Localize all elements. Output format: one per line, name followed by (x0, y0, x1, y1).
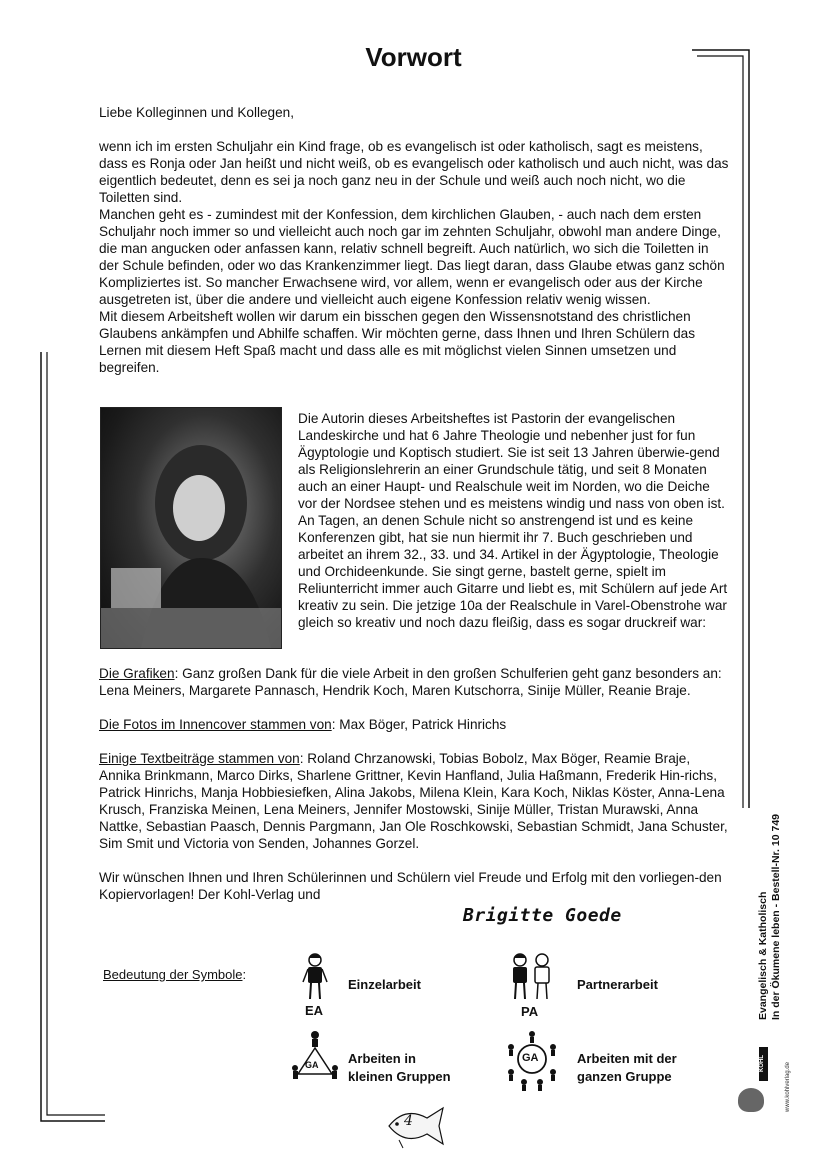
bio-text: Die Autorin dieses Arbeitsheftes ist Pastorin der evangelischen Landeskirche und hat 6 Jahre Theologie und nebenher just for fun Ägyptologie und Koptisch studiert. Sie ist seit 13 Jahren überwie-gend als Religionslehrerin an einer Grundschule tätig, und seit 8 Monaten auch an einer Haupt- und Realschule weit im Norden, wo die Deiche vor der Nordsee stehen und es meistens windig und nass von oben ist. An Tagen, an denen Schule nicht so anstrengend ist und es keine Konferenzen gibt, hat sie nun hiermit ihr 7. Buch geschrieben und arbeitet an ihrem 32., 33. und 34. Artikel in der Ägyptologie, Theologie und Orchideenkunde. Sie singt gerne, bastelt gerne, spielt im Reliunterricht immer auch Gitarre und liebt es, mit Schülern auf jede Art kreativ zu sein. Die jetzige 10a der Realschule in Varel-Obenstrohe war gleich so kreativ und noch dazu fleißig, dass es sogar druckreif war: (298, 411, 728, 630)
graphics-text: : Ganz großen Dank für die viele Arbeit in den großen Schulferien geht ganz besonders an: Lena Meiners, Margarete Pannasch, Hendrik Koch, Maren Kutschorra, Sinije Müller, Reanie Braje. (99, 666, 722, 698)
pa-label: Partnerarbeit (577, 977, 658, 992)
side-subtitle-order: In der Ökumene leben - Bestell-Nr. 10 749 (770, 814, 782, 1020)
fish-icon (383, 1100, 449, 1152)
side-title: Evangelisch & Katholisch (757, 891, 769, 1020)
ea-abbr: EA (305, 1003, 324, 1018)
page-number: 4 (404, 1113, 413, 1129)
graphics-label: Die Grafiken (99, 666, 175, 681)
ga-big-abbr: GA (522, 1052, 539, 1064)
texts-label: Einige Textbeiträge stammen von (99, 751, 300, 766)
ga-small-abbr: GA (305, 1060, 319, 1070)
signature: Brigitte Goede (463, 905, 622, 926)
ga-big-label: Arbeiten mit der ganzen Gruppe (577, 1051, 677, 1084)
publisher-url: www.kohlverlag.de (785, 1061, 791, 1112)
author-photo-silhouette (101, 408, 281, 648)
paragraph-1: wenn ich im ersten Schuljahr ein Kind frage, ob es evangelisch ist oder katholisch, sagt es meistens, dass es Ronja oder Jan heißt und nicht weiß, ob es evangelisch oder katholisch und auch nicht, was das eigentlich bedeutet, denn es sei ja noch ganz neu in der Schule und weiß auch noch nicht, wo die Toiletten sind. (99, 139, 729, 205)
photos-label: Die Fotos im Innencover stammen von (99, 717, 332, 732)
intro-text (99, 104, 729, 376)
paragraph-3: Mit diesem Arbeitsheft wollen wir darum ein bisschen gegen den Wissensnotstand des christlichen Glaubens ankämpfen und Abhilfe schaffen. Wir möchten gerne, dass Ihnen und Ihren Schülern das Lernen mit diesem Heft Spaß macht und dass alle es mit möglichst vielen Sinnen umsetzen und begreifen. (99, 309, 695, 375)
tree-logo-icon (738, 1088, 764, 1112)
ga-small-label: Arbeiten in kleinen Gruppen (348, 1051, 451, 1084)
closing-text: Wir wünschen Ihnen und Ihren Schülerinnen und Schülern viel Freude und Erfolg mit den vorliegen-den Kopiervorlagen! Der Kohl-Verlag und (99, 870, 722, 902)
single-person-icon (300, 952, 330, 1002)
paragraph-2: Manchen geht es - zumindest mit der Konfession, dem kirchlichen Glauben, - auch nach dem ersten Schuljahr noch immer so und vielleicht auch noch gar im zehnten Schuljahr, obwohl man andere Dinge, die man angucken oder anfassen kann, relativ schnell begreift. Auch natürlich, wo sich die Toiletten in der Schule befinden, oder wo das Krankenzimmer liegt. Das liegt daran, dass Glaube etwas ganz schön Kompliziertes ist. So mancher Erwachsene wird, vor allem, wenn er evangelisch oder aus der Kirche ausgetreten ist, über die andere und vielleicht auch eigene Konfession relativ wenig wissen. (99, 207, 725, 307)
side-book-info (757, 780, 783, 1020)
greeting: Liebe Kolleginnen und Kollegen, (99, 105, 295, 120)
symbols-heading: Bedeutung der Symbole: (103, 967, 247, 982)
credits-photos (99, 716, 729, 733)
ea-label: Einzelarbeit (348, 977, 421, 992)
author-bio (298, 410, 730, 631)
texts-text: : Roland Chrzanowski, Tobias Bobolz, Max Böger, Reamie Braje, Annika Brinkmann, Marco Dirks, Sharlene Grittner, Kevin Hanfland, Julia Haßmann, Frederik Hin-richs, Patrick Hinrichs, Manja Hobbiesiefken, Alina Jakobs, Milena Klein, Kara Koch, Niklas Köster, Anna-Lena Krusch, Franziska Meinen, Lena Meiners, Jennifer Mostowski, Sinije Müller, Tristan Murawski, Anna Nattke, Sebastian Paasch, Dennis Pargmann, Jan Ole Roschkowski, Sebastian Schmidt, Jana Schuster, Sim Smit und Victoria von Senden, Johannes Gorzel. (99, 751, 728, 851)
pa-abbr: PA (521, 1004, 539, 1019)
author-photo (100, 407, 282, 649)
small-group-icon (290, 1030, 340, 1084)
page-title: Vorwort (365, 42, 462, 72)
publisher-logo: KOHL (759, 1047, 768, 1081)
photos-text: : Max Böger, Patrick Hinrichs (331, 717, 507, 732)
partner-icon (508, 952, 554, 1002)
credits (99, 665, 729, 903)
credits-texts (99, 750, 729, 852)
credits-graphics (99, 665, 729, 699)
